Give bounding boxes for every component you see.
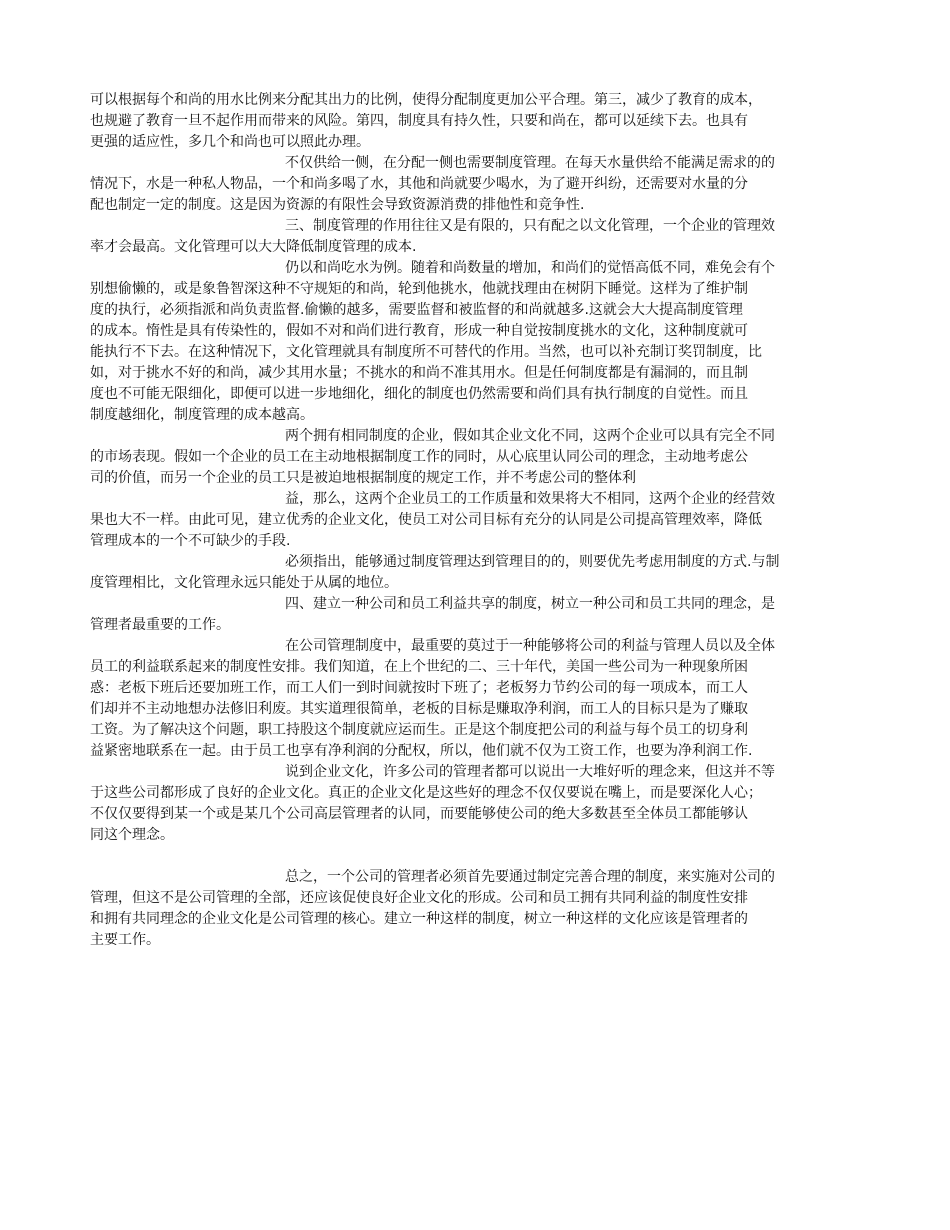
- text-line: 更强的适应性，多几个和尚也可以照此办理。: [90, 134, 370, 150]
- text-line: 情况下，水是一种私人物品，一个和尚多喝了水，其他和尚就要少喝水，为了避开纠纷，还需要对水量的分: [90, 176, 748, 192]
- paragraph-first-line: 仍以和尚吃水为例。随着和尚数量的增加，和尚们的觉悟高低不同，难免会有个: [285, 260, 775, 276]
- paragraph-first-line: 益，那么，这两个企业员工的工作质量和效果将大不相同，这两个企业的经营效: [285, 491, 775, 507]
- text-line: 员工的利益联系起来的制度性安排。我们知道，在上个世纪的二、三十年代，美国一些公司为一种现象所困: [90, 659, 748, 675]
- text-line: 度的执行，必须指派和尚负责监督.偷懒的越多，需要监督和被监督的和尚就越多.这就会大大提高制度管理: [90, 302, 743, 318]
- text-line: 度管理相比，文化管理永远只能处于从属的地位。: [90, 575, 398, 591]
- paragraph-first-line: 说到企业文化，许多公司的管理者都可以说出一大堆好听的理念来，但这并不等: [285, 764, 775, 780]
- paragraph-first-line: 两个拥有相同制度的企业，假如其企业文化不同，这两个企业可以具有完全不同: [285, 428, 775, 444]
- document-body: [90, 90, 865, 951]
- text-line: 主要工作。: [90, 932, 160, 948]
- paragraph-first-line: 总之，一个公司的管理者必须首先要通过制定完善合理的制度，来实施对公司的: [285, 869, 775, 885]
- paragraph-first-line: 三、制度管理的作用往往又是有限的，只有配之以文化管理，一个企业的管理效: [285, 218, 775, 234]
- paragraph-first-line: 不仅供给一侧，在分配一侧也需要制度管理。在每天水量供给不能满足需求的的: [285, 155, 775, 171]
- text-line: 工资。为了解决这个问题，职工持股这个制度就应运而生。正是这个制度把公司的利益与每个员工的切身利: [90, 722, 748, 738]
- paragraph-first-line: 四、建立一种公司和员工利益共享的制度，树立一种公司和员工共同的理念，是: [285, 596, 775, 612]
- text-line: 于这些公司都形成了良好的企业文化。真正的企业文化是这些好的理念不仅仅要说在嘴上，而是要深化人心；: [90, 785, 762, 801]
- text-line: 率才会最高。文化管理可以大大降低制度管理的成本.: [90, 239, 417, 255]
- text-line: 和拥有共同理念的企业文化是公司管理的核心。建立一种这样的制度，树立一种这样的文化应该是管理者的: [90, 911, 748, 927]
- text-line: 益紧密地联系在一起。由于员工也享有净利润的分配权，所以，他们就不仅为工资工作，也要为净利润工作.: [90, 743, 753, 759]
- text-line: 也规避了教育一旦不起作用而带来的风险。第四，制度具有持久性，只要和尚在，都可以延续下去。也具有: [90, 113, 748, 129]
- text-line: 惑：老板下班后还要加班工作，而工人们一到时间就按时下班了；老板努力节约公司的每一项成本，而工人: [90, 680, 748, 696]
- text-line: 管理者最重要的工作。: [90, 617, 230, 633]
- text-line: 配也制定一定的制度。这是因为资源的有限性会导致资源消费的排他性和竞争性.: [90, 197, 585, 213]
- text-line: 不仅仅要得到某一个或是某几个公司高层管理者的认同，而要能够使公司的绝大多数甚至全体员工都能够认: [90, 806, 748, 822]
- text-line: 制度越细化，制度管理的成本越高。: [90, 407, 314, 423]
- text-line: 同这个理念。: [90, 827, 174, 843]
- text-line: 度也不可能无限细化，即便可以进一步地细化，细化的制度也仍然需要和尚们具有执行制度的自觉性。而且: [90, 386, 748, 402]
- text-line: 果也大不一样。由此可见，建立优秀的企业文化，使员工对公司目标有充分的认同是公司提高管理效率，降低: [90, 512, 762, 528]
- text-line: 管理，但这不是公司管理的全部，还应该促使良好企业文化的形成。公司和员工拥有共同利益的制度性安排: [90, 890, 748, 906]
- text-line: 可以根据每个和尚的用水比例来分配其出力的比例，使得分配制度更加公平合理。第三，减少了教育的成本，: [90, 92, 762, 108]
- text-line: 能执行不下去。在这种情况下，文化管理就具有制度所不可替代的作用。当然，也可以补充制订奖罚制度，比: [90, 344, 762, 360]
- text-line: 管理成本的一个不可缺少的手段.: [90, 533, 291, 549]
- text-line: 的市场表现。假如一个企业的员工在主动地根据制度工作的同时，从心底里认同公司的理念，主动地考虑公: [90, 449, 748, 465]
- text-line: 如，对于挑水不好的和尚，减少其用水量；不挑水的和尚不准其用水。但是任何制度都是有漏洞的，而且制: [90, 365, 748, 381]
- paragraph-first-line: 在公司管理制度中，最重要的莫过于一种能够将公司的利益与管理人员以及全体: [285, 638, 775, 654]
- text-line: 司的价值，而另一个企业的员工只是被迫地根据制度的规定工作，并不考虑公司的整体利: [90, 470, 636, 486]
- text-line: 别想偷懒的，或是象鲁智深这种不守规矩的和尚，轮到他挑水，他就找理由在树阴下睡觉。这样为了维护制: [90, 281, 748, 297]
- paragraph-first-line: 必须指出，能够通过制度管理达到管理目的的，则要优先考虑用制度的方式.与制: [285, 554, 780, 570]
- text-line: [90, 846, 865, 867]
- text-line: 们却并不主动地想办法修旧利废。其实道理很简单，老板的目标是赚取净利润，而工人的目标只是为了赚取: [90, 701, 748, 717]
- text-line: 的成本。惰性是具有传染性的，假如不对和尚们进行教育，形成一种自觉按制度挑水的文化，这种制度就可: [90, 323, 748, 339]
